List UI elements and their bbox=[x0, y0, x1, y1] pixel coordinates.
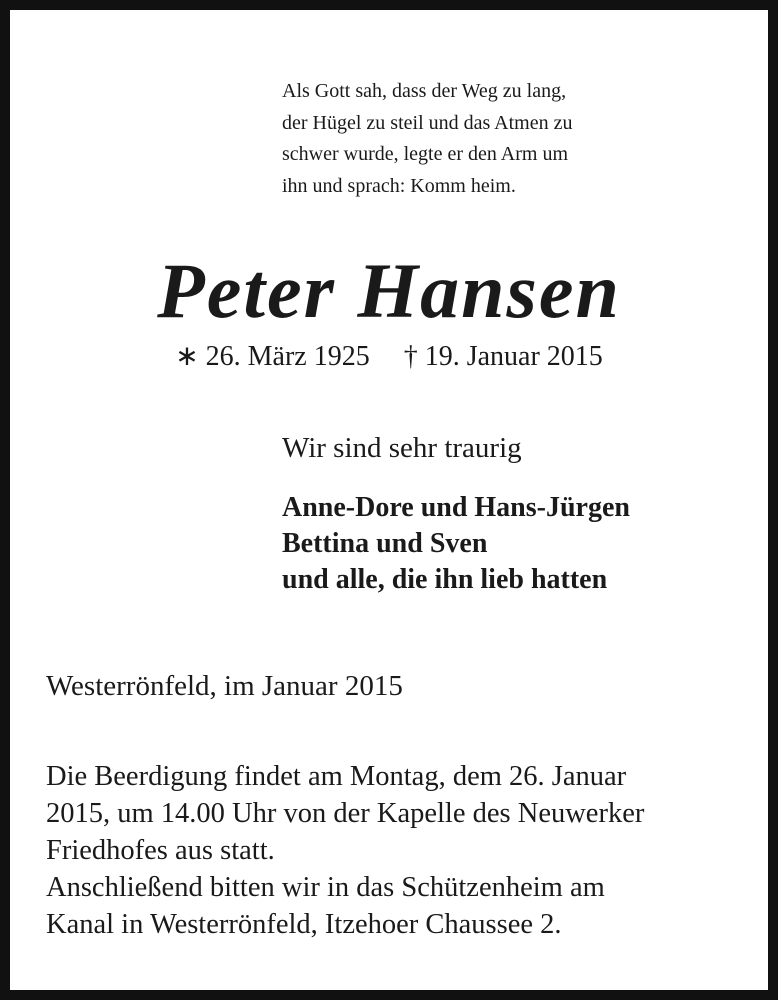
funeral-line: 2015, um 14.00 Uhr von der Kapelle des Neuwerker bbox=[46, 798, 645, 829]
mourner-line: und alle, die ihn lieb hatten bbox=[282, 564, 608, 595]
poem-line: Als Gott sah, dass der Weg zu lang, bbox=[282, 80, 567, 102]
funeral-information bbox=[46, 758, 644, 943]
funeral-line: Die Beerdigung findet am Montag, dem 26. Januar bbox=[46, 761, 627, 792]
obituary-notice bbox=[10, 10, 768, 990]
funeral-line: Friedhofes aus statt. bbox=[46, 835, 275, 866]
mourning-intro: Wir sind sehr traurig bbox=[282, 432, 522, 464]
memorial-poem bbox=[282, 76, 573, 202]
birth-date: ∗ 26. März 1925 bbox=[175, 341, 370, 372]
deceased-name: Peter Hansen bbox=[157, 247, 621, 334]
place-and-date: Westerrönfeld, im Januar 2015 bbox=[46, 670, 403, 702]
funeral-line: Anschließend bitten wir in das Schützenheim am bbox=[46, 872, 605, 903]
poem-line: ihn und sprach: Komm heim. bbox=[282, 174, 516, 197]
mourner-line: Anne-Dore und Hans-Jürgen bbox=[282, 492, 630, 523]
mourners-list bbox=[282, 490, 630, 598]
life-dates bbox=[10, 340, 768, 374]
funeral-line: Kanal in Westerrönfeld, Itzehoer Chaussee 2. bbox=[46, 909, 562, 940]
poem-line: schwer wurde, legte er den Arm um bbox=[282, 143, 569, 165]
death-date: † 19. Januar 2015 bbox=[403, 341, 603, 372]
mourner-line: Bettina und Sven bbox=[282, 528, 488, 559]
poem-line: der Hügel zu steil und das Atmen zu bbox=[282, 111, 573, 134]
